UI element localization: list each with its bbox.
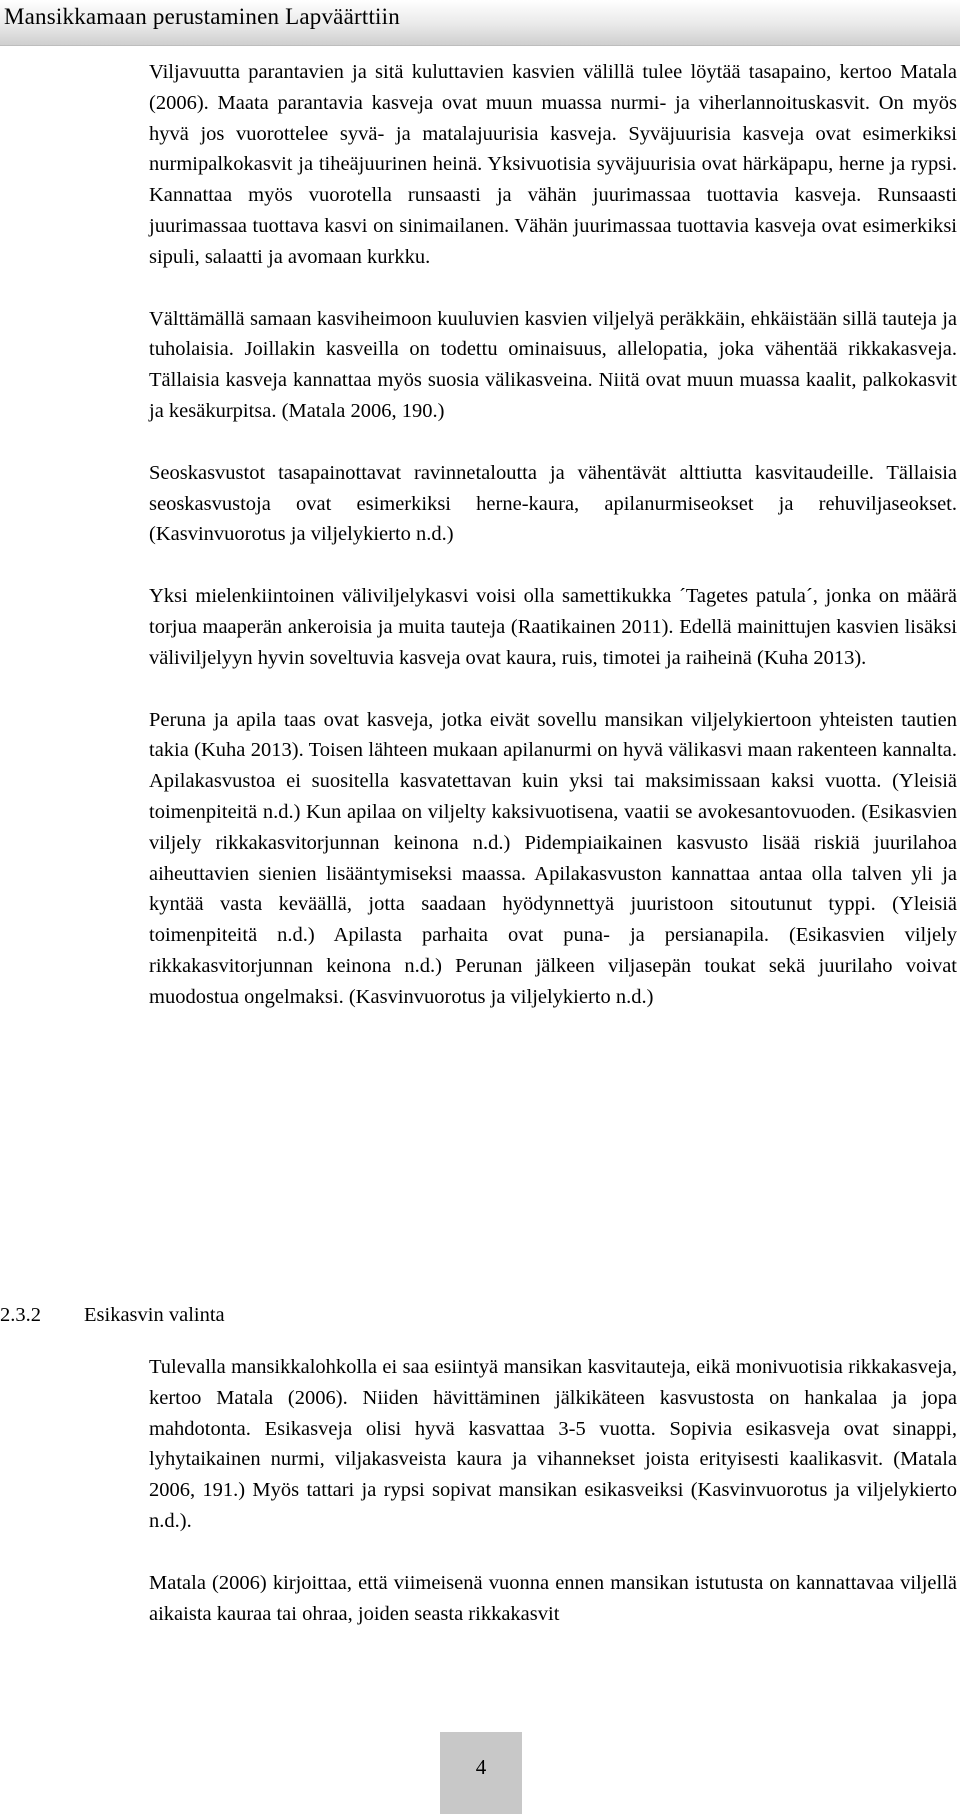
paragraph-preceding-crops: Tulevalla mansikkalohkolla ei saa esiintyä mansikan kasvitauteja, eikä monivuotisia rikkakasveja, kertoo Matala (2006). Niiden hävittäminen jälkikäteen kasvustosta on hankalaa ja jopa mahdotonta. Esikasveja olisi hyvä kasvattaa 3-5 vuotta. Sopivia esikasveja ovat sinappi, lyhytaikainen nurmi, viljakasveista kaura ja vihannekset joista erityisesti kaalikasvit. (Matala 2006, 191.) Myös tattari ja rypsi sopivat mansikan esikasveiksi (Kasvinvuorotus ja viljelykierto n.d.). <box>149 1356 957 1532</box>
paragraph-mixed-crops: Seoskasvustot tasapainottavat ravinnetaloutta ja vähentävät alttiutta kasvitaudeille. Tällaisia seoskasvustoja ovat esimerkiksi herne-kaura, apilanurmiseokset ja rehuviljaseokset. (Kasvinvuorotus ja viljelykierto n.d.) <box>149 461 957 546</box>
running-header <box>0 0 960 46</box>
section-heading <box>0 1300 225 1330</box>
paragraph-potato-clover: Peruna ja apila taas ovat kasveja, jotka eivät sovellu mansikan viljelykiertoon yhteisten tautien takia (Kuha 2013). Toisen lähteen mukaan apilanurmi on hyvä välikasvi maan rakenteen kannalta. Apilakasvustoa ei suositella kasvatettavan kuin yksi tai maksimissaan kaksi vuotta. (Yleisiä toimenpiteitä n.d.) Kun apilaa on viljelty kaksivuotisena, vaatii se avokesantovuoden. (Esikasvien viljely rikkakasvitorjunnan keinona n.d.) Pidempiaikainen kasvusto lisää riskiä juurilahoa aiheuttavien sienien lisääntymiseksi maassa. Apilakasvuston kannattaa antaa olla talven yli ja kyntää vasta keväällä, jotta saadaan hyödynnettyä juuristoon sitoutunut typpi. (Yleisiä toimenpiteitä n.d.) Apilasta parhaita ovat puna- ja persianapila. (Esikasvien viljely rikkakasvitorjunnan keinona n.d.) Perunan jälkeen viljasepän toukat sekä juurilaho voivat muodostua ongelmaksi. (Kasvinvuorotus ja viljelykierto n.d.) <box>149 708 957 1008</box>
page-number: 4 <box>475 1755 487 1779</box>
page-number-box <box>440 1732 522 1814</box>
section-title: Esikasvin valinta <box>84 1304 225 1326</box>
section-body-text <box>149 1352 957 1660</box>
paragraph-soil-balance: Viljavuutta parantavien ja sitä kuluttavien kasvien välillä tulee löytää tasapaino, kertoo Matala (2006). Maata parantavia kasveja ovat muun muassa nurmi- ja viherlannoituskasvit. On myös hyvä jos vuorottelee syvä- ja matalajuurisia kasveja. Syväjuurisia kasveja ovat esimerkiksi nurmipalkokasvit ja tiheäjuurinen heinä. Yksivuotisia syväjuurisia ovat härkäpapu, herne ja rypsi. Kannattaa myös vuorotella runsaasti ja vähän juurimassaa tuottavia kasveja. Runsaasti juurimassaa tuottava kasvi on sinimailanen. Vähän juurimassaa tuottavia kasveja ovat esimerkiksi sipuli, salaatti ja avomaan kurkku. <box>149 61 957 268</box>
paragraph-intercrops: Yksi mielenkiintoinen väliviljelykasvi voisi olla samettikukka ´Tagetes patula´, jonka on määrä torjua maaperän ankeroisia ja muita tauteja (Raatikainen 2011). Edellä mainittujen kasvien lisäksi väliviljelyyn hyvin soveltuvia kasveja ovat kaura, ruis, timotei ja raiheinä (Kuha 2013). <box>149 585 957 669</box>
document-title: Mansikkamaan perustaminen Lapväärttiin <box>4 4 400 29</box>
paragraph-plant-families: Välttämällä samaan kasviheimoon kuuluvien kasvien viljelyä peräkkäin, ehkäistään sillä tauteja ja tuholaisia. Joillakin kasveilla on todettu ominaisuus, allelopatia, joka vähentää rikkakasveja. Tällaisia kasveja kannattaa myös suosia välikasveina. Niitä ovat muun muassa kaalit, palkokasvit ja kesäkurpitsa. (Matala 2006, 190.) <box>149 307 957 422</box>
paragraph-last-year-crop: Matala (2006) kirjoittaa, että viimeisenä vuonna ennen mansikan istutusta on kannattavaa viljellä aikaista kauraa tai ohraa, joiden seasta rikkakasvit <box>149 1571 957 1625</box>
body-text <box>149 57 957 1044</box>
section-number: 2.3.2 <box>0 1304 41 1326</box>
